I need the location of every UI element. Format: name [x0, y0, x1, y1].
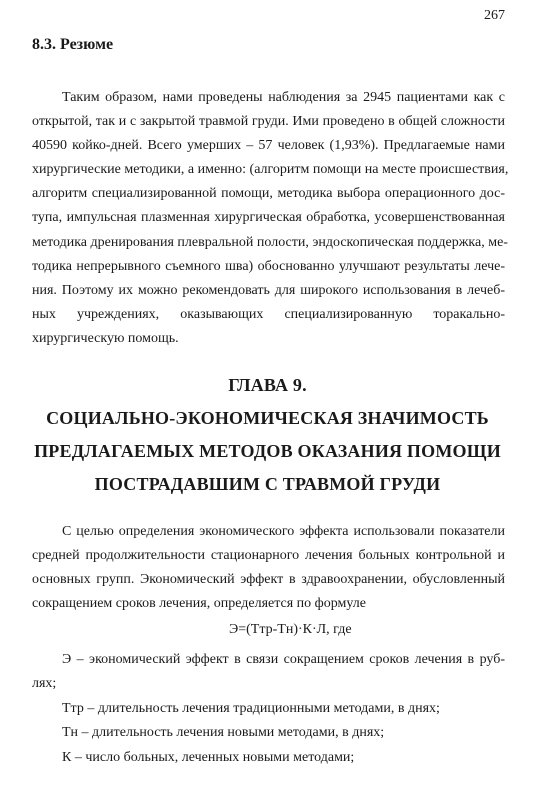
body-line: сокращением сроков лечения, определяется по формуле: [32, 596, 366, 611]
summary-line: тупа, импульсная плазменная хирургическая обработка, усовершенствованная: [32, 210, 505, 225]
summary-word: оказывающих: [180, 307, 264, 322]
formula: Э=(Ттр-Тн)·К·Л, где: [229, 622, 352, 637]
chapter-title-line: ПОСТРАДАВШИМ С ТРАВМОЙ ГРУДИ: [94, 474, 441, 494]
summary-line-spread: [32, 305, 505, 325]
summary-line: 40590 койко-дней. Всего умерших – 57 человек (1,93%). Предлагаемые нами: [32, 138, 505, 153]
chapter-title-line: ПРЕДЛАГАЕМЫХ МЕТОДОВ ОКАЗАНИЯ ПОМОЩИ: [34, 441, 501, 461]
summary-line: методика дренирования плевральной полости, эндоскопическая поддержка, ме-: [32, 235, 508, 250]
body-line: средней продолжительности стационарного лечения больных контрольной и: [32, 548, 505, 563]
page-number: 267: [484, 8, 505, 23]
definition-line: К – число больных, леченных новыми методами;: [62, 750, 355, 765]
definition-line: Ттр – длительность лечения традиционными методами, в днях;: [62, 701, 440, 716]
summary-line: ния. Поэтому их можно рекомендовать для широкого использования в лечеб-: [32, 283, 505, 298]
summary-line: хирургическую помощь.: [32, 331, 179, 346]
body-line: С целью определения экономического эффекта использовали показатели: [62, 524, 505, 539]
summary-line: алгоритм специализированной помощи, методика выбора операционного дос-: [32, 186, 505, 201]
summary-line: открытой, так и с закрытой травмой груди. Ими проведено в общей сложности: [32, 114, 505, 129]
summary-line: тодика непрерывного съемного шва) обоснованно улучшают результаты лече-: [32, 259, 505, 274]
section-heading: 8.3. Резюме: [32, 36, 114, 53]
summary-word: ных: [32, 307, 56, 322]
definition-line: лях;: [32, 676, 57, 691]
summary-word: специализированную: [284, 307, 413, 322]
definition-line: Э – экономический эффект в связи сокращением сроков лечения в руб-: [62, 652, 505, 667]
chapter-title-line: СОЦИАЛЬНО-ЭКОНОМИЧЕСКАЯ ЗНАЧИМОСТЬ: [46, 408, 489, 428]
chapter-number: ГЛАВА 9.: [228, 375, 307, 395]
summary-line: Таким образом, нами проведены наблюдения за 2945 пациентами как с: [62, 90, 505, 105]
body-line: основных групп. Экономический эффект в здравоохранении, обусловленный: [32, 572, 505, 587]
summary-word: торакально-: [433, 307, 505, 322]
summary-word: учреждениях,: [76, 307, 160, 322]
summary-line: хирургические методики, а именно: (алгоритм помощи на месте происшествия,: [32, 162, 509, 177]
definition-line: Тн – длительность лечения новыми методами, в днях;: [62, 725, 385, 740]
